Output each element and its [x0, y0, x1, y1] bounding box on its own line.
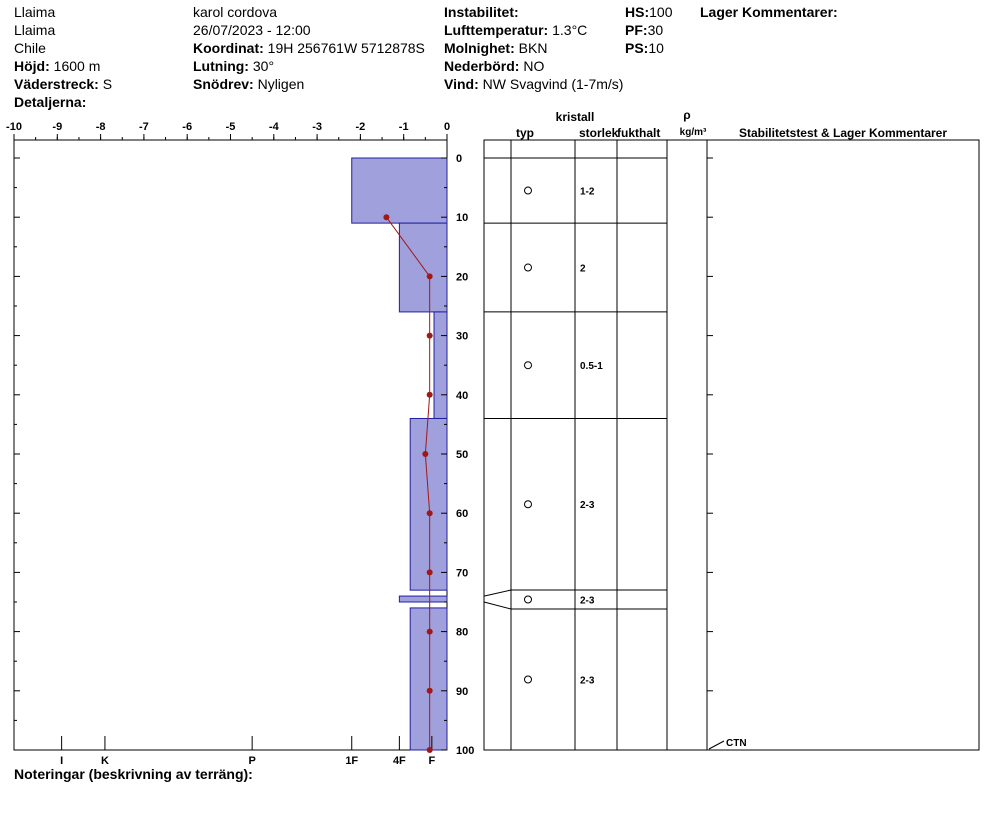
stability-test-label: CTN — [726, 738, 747, 749]
depth-tick-label: 70 — [456, 567, 469, 580]
temp-tick-label: -3 — [312, 121, 322, 133]
hardness-bar-4 — [399, 596, 447, 602]
hardness-label: F — [428, 755, 436, 767]
depth-tick-label: 30 — [456, 330, 469, 343]
temp-tick-label: 0 — [443, 121, 451, 133]
depth-tick-label: 100 — [456, 745, 475, 757]
temperature-point-7 — [427, 629, 433, 635]
grain-type-symbol-5 — [525, 676, 532, 683]
snow-height: HS:100 — [625, 4, 673, 20]
temperature-point-8 — [427, 688, 433, 694]
slope-angle: Lutning: 30° — [193, 58, 275, 74]
precipitation: Nederbörd: NO — [444, 58, 545, 74]
grain-size-4: 2-3 — [580, 595, 595, 607]
depth-tick-label: 80 — [456, 626, 469, 639]
instability: Instabilitet: — [444, 4, 519, 20]
hardness-label: 1F — [345, 755, 359, 767]
density-unit-header: kg/m³ — [679, 127, 707, 138]
temp-tick-label: -8 — [95, 121, 106, 133]
plot-frame — [14, 140, 447, 750]
grain-type-symbol-4 — [525, 596, 532, 603]
air-temperature: Lufttemperatur: 1.3°C — [444, 22, 588, 38]
grain-type-symbol-3 — [525, 501, 532, 508]
grain-type-symbol-1 — [525, 264, 532, 271]
location-line-2: Llaima — [14, 22, 56, 38]
temperature-point-5 — [427, 510, 433, 516]
location-line-1: Llaima — [14, 4, 56, 20]
grain-size-1: 2 — [580, 263, 586, 275]
depth-tick-label: 40 — [456, 389, 469, 402]
kristall-header: kristall — [555, 110, 595, 124]
hardness-bar-0 — [352, 158, 447, 223]
temp-tick-label: -5 — [225, 121, 236, 133]
rho-header: ρ — [683, 108, 691, 122]
grain-type-symbol-2 — [525, 362, 532, 369]
grain-type-symbol-0 — [525, 187, 532, 194]
location-country: Chile — [14, 40, 46, 56]
grain-size-5: 2-3 — [580, 675, 595, 687]
temp-tick-label: -10 — [6, 121, 22, 133]
layer-boundary-connector-4 — [484, 590, 511, 596]
temperature-point-1 — [427, 273, 433, 279]
depth-tick-label: 0 — [456, 153, 463, 165]
cloud-cover: Molnighet: BKN — [444, 40, 548, 56]
layer-comments-label: Lager Kommentarer: — [700, 4, 838, 20]
hardness-label: P — [248, 755, 256, 767]
grain-size-0: 1-2 — [580, 186, 595, 198]
terrain-notes-label: Noteringar (beskrivning av terräng): — [14, 766, 253, 782]
temperature-point-0 — [383, 214, 389, 220]
fukthalt-header: fukthalt — [617, 126, 661, 140]
depth-tick-label: 50 — [456, 449, 469, 461]
temp-tick-label: -4 — [268, 121, 279, 133]
wind-loading: Snödrev: Nyligen — [193, 76, 305, 92]
typ-header: typ — [516, 126, 534, 140]
temperature-point-6 — [427, 569, 433, 575]
observer-name: karol cordova — [193, 4, 278, 20]
depth-tick-label: 10 — [456, 212, 469, 225]
temperature-point-2 — [427, 333, 433, 339]
depth-tick-label: 60 — [456, 508, 469, 521]
grain-size-3: 2-3 — [580, 500, 595, 512]
layer-table-frame — [484, 140, 979, 750]
hardness-label: 4F — [392, 755, 406, 767]
temperature-point-3 — [427, 392, 433, 398]
temp-tick-label: -6 — [182, 121, 193, 133]
temp-tick-label: -2 — [355, 121, 366, 133]
stability-arrow-0 — [709, 741, 724, 749]
coordinates: Koordinat: 19H 256761W 5712878S — [193, 40, 425, 56]
temp-tick-label: -7 — [139, 121, 149, 133]
stability-header: Stabilitetstest & Lager Kommentarer — [738, 126, 948, 140]
ski-penetration: PS:10 — [625, 40, 664, 56]
aspect: Väderstreck: S — [14, 76, 113, 92]
elevation: Höjd: 1600 m — [14, 58, 101, 74]
depth-tick-label: 90 — [456, 685, 469, 698]
temperature-point-4 — [422, 451, 428, 457]
hardness-label: K — [100, 755, 109, 767]
temp-tick-label: -9 — [52, 121, 63, 133]
grain-size-2: 0.5-1 — [580, 361, 603, 373]
temp-tick-label: -1 — [398, 121, 409, 133]
foot-penetration: PF:30 — [625, 22, 664, 38]
hardness-label: I — [60, 755, 64, 767]
temperature-point-9 — [427, 747, 433, 753]
details-label: Detaljerna: — [14, 94, 87, 110]
wind: Vind: NW Svagvind (1-7m/s) — [444, 76, 624, 92]
observation-datetime: 26/07/2023 - 12:00 — [193, 22, 311, 38]
storlek-header: storlek — [579, 126, 619, 140]
depth-tick-label: 20 — [456, 271, 469, 284]
layer-boundary-connector-5 — [484, 602, 511, 609]
